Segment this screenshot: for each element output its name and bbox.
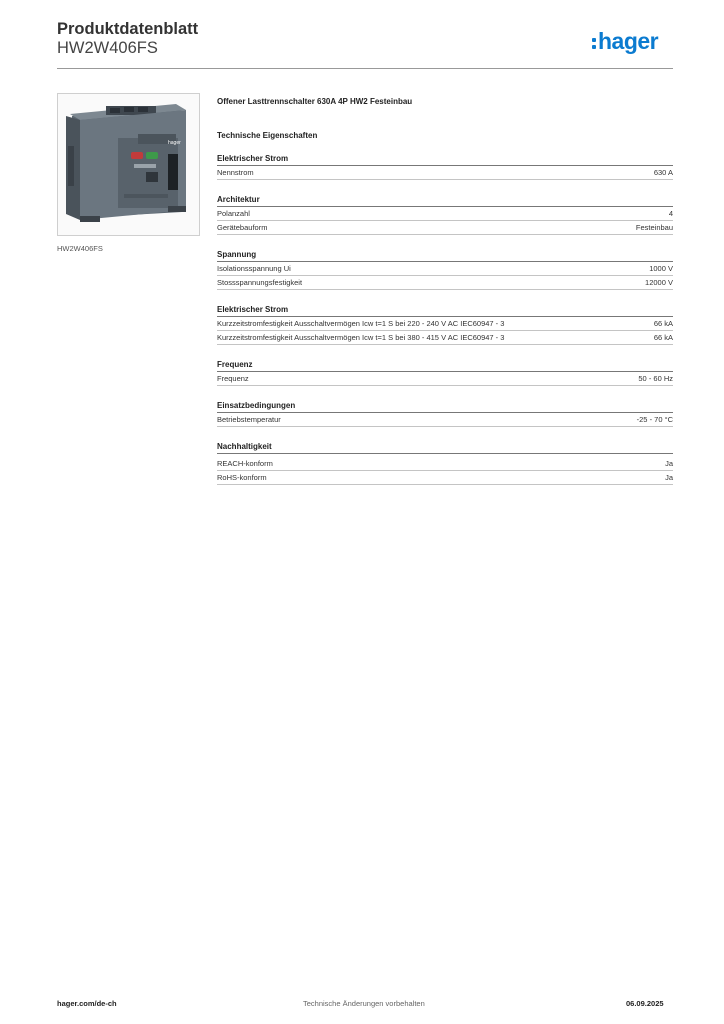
logo-wordmark: hager [598,27,659,54]
spec-section [217,248,673,290]
spec-row [217,207,673,221]
hager-logo [592,27,658,55]
spec-label: RoHS-konform [217,473,267,482]
spec-value: 66 kA [653,319,673,328]
section-title: Spannung [217,248,673,262]
product-name: Offener Lasttrennschalter 630A 4P HW2 Festeinbau [217,97,413,106]
spec-label: Gerätebauform [217,223,268,232]
spec-row [217,276,673,290]
spec-section [217,303,673,345]
spec-row [217,457,673,471]
spec-value: 12000 V [645,278,673,287]
spec-area [217,95,673,498]
spec-value: 1000 V [649,264,673,273]
header-divider [57,68,673,69]
spec-section [217,358,673,386]
spec-row [217,317,673,331]
section-title: Architektur [217,193,673,207]
spec-label: Stossspannungsfestigkeit [217,278,303,287]
spec-value: -25 - 70 °C [636,415,673,424]
spec-label: Kurzzeitstromfestigkeit Ausschaltvermögen Icw t=1 S bei 220 - 240 V AC IEC60947 - 3 [217,319,505,328]
product-code: HW2W406FS [57,39,158,57]
spec-row [217,372,673,386]
spec-value: Ja [665,473,673,482]
spec-section [217,193,673,235]
spec-label: Polanzahl [217,209,250,218]
spec-label: Frequenz [217,374,249,383]
section-title: Einsatzbedingungen [217,399,673,413]
spec-row [217,166,673,180]
spec-section [217,152,673,180]
spec-row [217,331,673,345]
svg-text:hager: hager [168,140,181,146]
footer-date: 06.09.2025 [626,999,664,1008]
spec-value: 50 - 60 Hz [638,374,673,383]
spec-value: 630 A [653,168,673,177]
spec-row [217,471,673,485]
document-title: Produktdatenblatt [57,20,199,38]
photo-caption: HW2W406FS [57,244,103,253]
spec-row [217,221,673,235]
spec-section [217,399,673,427]
section-title: Frequenz [217,358,673,372]
section-title: Elektrischer Strom [217,152,673,166]
spec-label: Nennstrom [217,168,254,177]
spec-label: Betriebstemperatur [217,415,281,424]
spec-row [217,413,673,427]
footer-disclaimer: Technische Änderungen vorbehalten [303,999,425,1008]
spec-label: REACH-konform [217,459,273,468]
spec-section [217,440,673,485]
circuit-breaker-photo-icon [57,93,200,236]
spec-row [217,262,673,276]
section-title: Elektrischer Strom [217,303,673,317]
tech-heading: Technische Eigenschaften [217,131,318,140]
spec-value: 66 kA [653,333,673,342]
section-title: Nachhaltigkeit [217,440,673,454]
logo-dots-icon [592,38,596,49]
footer-website: hager.com/de-ch [57,999,117,1008]
spec-label: Isolationsspannung Ui [217,264,291,273]
spec-value: Festeinbau [635,223,673,232]
spec-value: Ja [665,459,673,468]
spec-value: 4 [668,209,673,218]
spec-label: Kurzzeitstromfestigkeit Ausschaltvermögen Icw t=1 S bei 380 - 415 V AC IEC60947 - 3 [217,333,505,342]
